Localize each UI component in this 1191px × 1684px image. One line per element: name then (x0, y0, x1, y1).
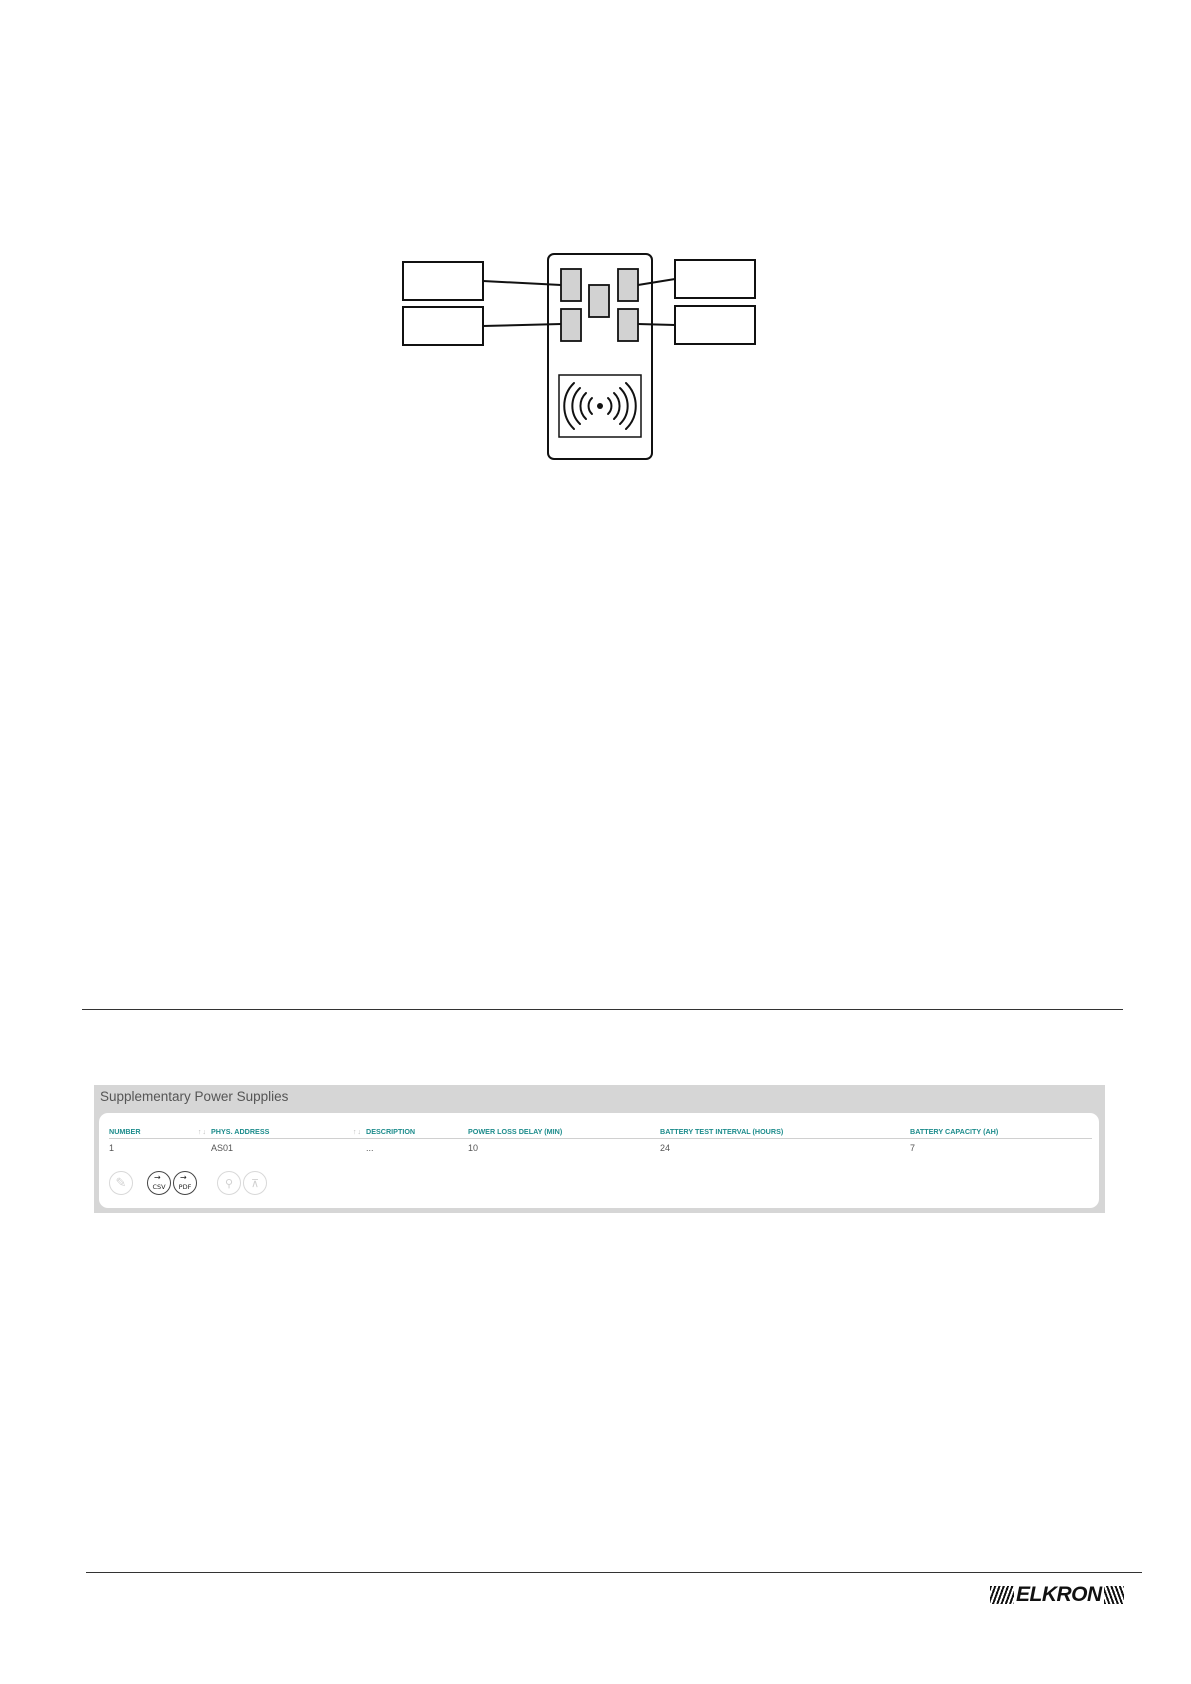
elkron-logo (990, 1583, 1124, 1607)
logo-stripes-right (1104, 1586, 1124, 1604)
pin-button[interactable] (217, 1171, 241, 1195)
table-row[interactable] (109, 1139, 1092, 1154)
column-header-number[interactable]: NUMBER ↑↓ (109, 1127, 211, 1139)
cell-description: ... (366, 1143, 374, 1153)
unpin-icon: ⊼ (250, 1176, 260, 1190)
logo-stripes-left (990, 1586, 1014, 1604)
pencil-icon: ✎ (115, 1175, 127, 1191)
pdf-label: PDF (178, 1183, 192, 1191)
cell-phys-address: AS01 (211, 1143, 234, 1153)
unpin-button[interactable] (243, 1171, 267, 1195)
export-csv-button[interactable] (147, 1171, 171, 1195)
sort-icon[interactable]: ↑↓ (352, 1127, 362, 1136)
pin-icon: ⚲ (224, 1176, 234, 1190)
section-divider (82, 1009, 1123, 1010)
cell-battery-test-interval: 24 (660, 1143, 671, 1153)
remote-key-center (589, 285, 609, 317)
column-header-power-loss-delay: POWER LOSS DELAY (MIN) (468, 1127, 660, 1139)
panel-title: Supplementary Power Supplies (100, 1089, 289, 1104)
export-arrow-icon: → (180, 1173, 187, 1182)
column-header-description: DESCRIPTION (366, 1127, 468, 1139)
remote-key-top-left (561, 269, 581, 301)
column-header-battery-test-interval: BATTERY TEST INTERVAL (HOURS) (660, 1127, 910, 1139)
power-supplies-table (109, 1127, 1092, 1153)
csv-label: CSV (152, 1183, 166, 1191)
logo-text: ELKRON (1016, 1583, 1102, 1606)
footer-divider (86, 1572, 1142, 1573)
remote-key-bottom-left (561, 309, 581, 341)
table-header-row (109, 1127, 1092, 1139)
edit-button[interactable] (109, 1171, 133, 1195)
panel-content (99, 1113, 1099, 1208)
sort-icon[interactable]: ↑↓ (197, 1127, 207, 1136)
callout-box-bottom-right (675, 306, 755, 344)
callout-line-bottom-right (638, 324, 675, 325)
callout-box-bottom-left (403, 307, 483, 345)
callout-box-top-left (403, 262, 483, 300)
export-pdf-button[interactable] (173, 1171, 197, 1195)
supplementary-power-supplies-panel (94, 1085, 1105, 1213)
export-arrow-icon: → (154, 1173, 161, 1182)
cell-power-loss-delay: 10 (468, 1143, 479, 1153)
cell-battery-capacity: 7 (910, 1143, 916, 1153)
remote-key-top-right (618, 269, 638, 301)
callout-box-top-right (675, 260, 755, 298)
remote-key-bottom-right (618, 309, 638, 341)
column-header-phys-address[interactable]: PHYS. ADDRESS ↑↓ (211, 1127, 366, 1139)
remote-control-diagram (400, 240, 800, 470)
column-header-battery-capacity: BATTERY CAPACITY (AH) (910, 1127, 1092, 1139)
cell-number: 1 (109, 1143, 115, 1153)
